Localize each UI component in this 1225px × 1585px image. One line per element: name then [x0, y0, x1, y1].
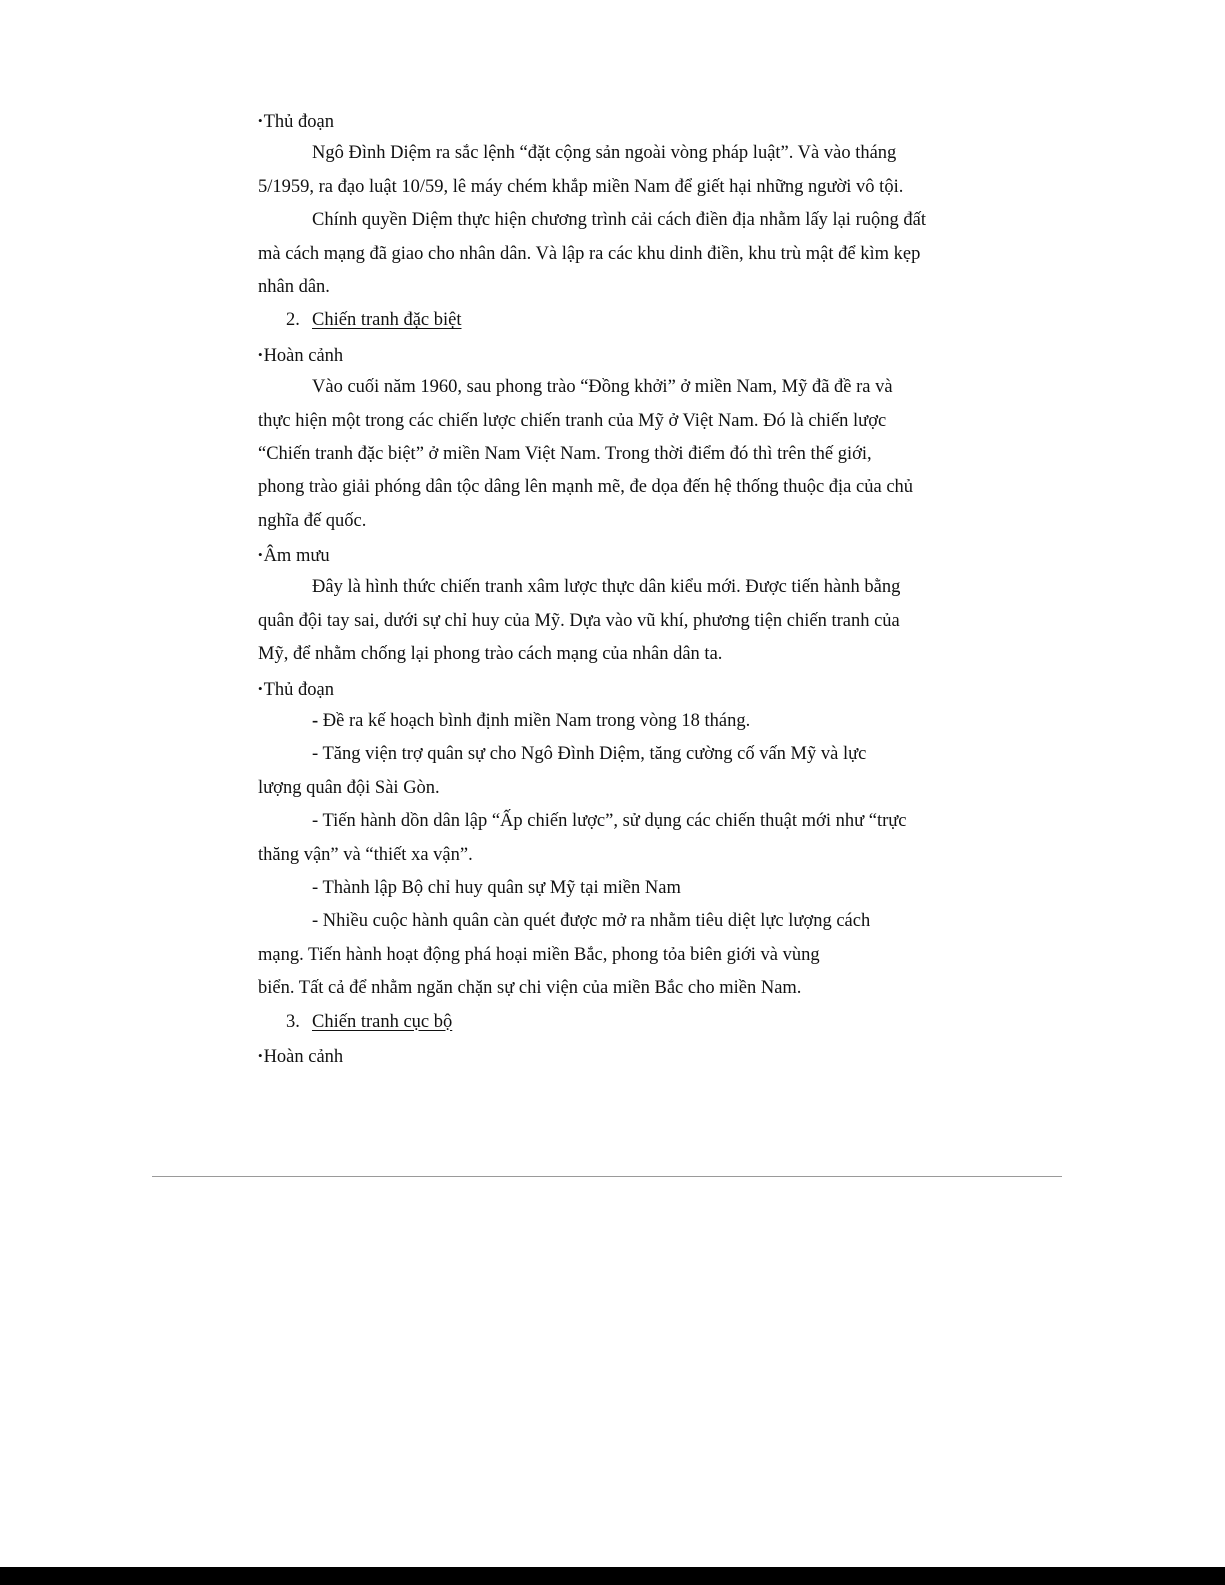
- paragraph-line: [258, 939, 970, 972]
- paragraph-line: [258, 271, 970, 304]
- paragraph-text: Chính quyền Diệm thực hiện chương trình cải cách điền địa nhằm lấy lại ruộng đất: [312, 210, 926, 231]
- paragraph-line: [258, 238, 970, 271]
- paragraph-text: thăng vận” và “thiết xa vận”.: [258, 844, 473, 865]
- paragraph-text: “Chiến tranh đặc biệt” ở miền Nam Việt Nam. Trong thời điểm đó thì trên thế giới,: [258, 443, 872, 464]
- heading-number: 2.: [286, 310, 300, 331]
- bullet-label: Hoàn cảnh: [263, 345, 344, 366]
- page-break-divider: [152, 1176, 1062, 1177]
- paragraph-line: [258, 605, 970, 638]
- section-heading: [258, 1006, 970, 1039]
- bullet-label: Thủ đoạn: [263, 112, 334, 132]
- paragraph-text: lượng quân đội Sài Gòn.: [258, 777, 440, 798]
- bullet-label: Thủ đoạn: [263, 679, 334, 700]
- bullet-item: [258, 338, 970, 371]
- paragraph-line: [258, 805, 970, 838]
- paragraph-text: nghĩa đế quốc.: [258, 510, 367, 531]
- bullet-item: [258, 672, 970, 705]
- paragraph-text: mà cách mạng đã giao cho nhân dân. Và lập ra các khu dinh điền, khu trù mật để kìm kẹp: [258, 243, 921, 264]
- bottom-edge-bar: [0, 1567, 1225, 1585]
- paragraph-line: [258, 505, 970, 538]
- paragraph-line: [258, 571, 970, 604]
- paragraph-line: [258, 371, 970, 404]
- paragraph-text: Đề ra kế hoạch bình định miền Nam trong vòng 18 tháng.: [318, 711, 751, 732]
- section-heading: [258, 304, 970, 337]
- bullet-item: [258, 538, 970, 571]
- paragraph-text: - Nhiều cuộc hành quân càn quét được mở ra nhằm tiêu diệt lực lượng cách: [312, 911, 871, 932]
- paragraph-text: - Thành lập Bộ chỉ huy quân sự Mỹ tại miền Nam: [312, 877, 681, 898]
- paragraph-line: [258, 405, 970, 438]
- bullet-label: Âm mưu: [263, 546, 330, 567]
- paragraph-text: - Tăng viện trợ quân sự cho Ngô Đình Diệm, tăng cường cố vấn Mỹ và lực: [312, 744, 867, 765]
- paragraph-text: Mỹ, để nhằm chống lại phong trào cách mạng của nhân dân ta.: [258, 644, 723, 665]
- paragraph-line: [258, 471, 970, 504]
- bullet-icon: •: [258, 113, 263, 128]
- document-body: [258, 104, 970, 1072]
- bullet-icon: •: [258, 547, 263, 563]
- paragraph-text: biển. Tất cả để nhằm ngăn chặn sự chi viện của miền Bắc cho miền Nam.: [258, 978, 802, 999]
- paragraph-text: Đây là hình thức chiến tranh xâm lược thực dân kiểu mới. Được tiến hành bằng: [312, 577, 901, 598]
- heading-title: Chiến tranh cục bộ: [312, 1011, 453, 1032]
- paragraph-text: quân đội tay sai, dưới sự chỉ huy của Mỹ. Dựa vào vũ khí, phương tiện chiến tranh của: [258, 610, 900, 631]
- paragraph-line: [258, 738, 970, 771]
- paragraph-line: [258, 705, 970, 738]
- paragraph-text: - Tiến hành dồn dân lập “Ấp chiến lược”, sử dụng các chiến thuật mới như “trực: [312, 811, 907, 832]
- paragraph-text: thực hiện một trong các chiến lược chiến tranh của Mỹ ở Việt Nam. Đó là chiến lược: [258, 410, 887, 431]
- paragraph-line: [258, 972, 970, 1005]
- bullet-icon: •: [258, 346, 263, 362]
- paragraph-text: Ngô Đình Diệm ra sắc lệnh “đặt cộng sản ngoài vòng pháp luật”. Và vào tháng: [312, 143, 897, 164]
- bullet-label: Hoàn cảnh: [263, 1046, 344, 1067]
- paragraph-line: [258, 905, 970, 938]
- heading-number: 3.: [286, 1011, 300, 1032]
- bullet-item: [258, 1039, 970, 1072]
- paragraph-line: [258, 638, 970, 671]
- paragraph-line: [258, 137, 970, 170]
- bullet-icon: •: [258, 1047, 263, 1063]
- paragraph-text: phong trào giải phóng dân tộc dâng lên mạnh mẽ, đe dọa đến hệ thống thuộc địa của chủ: [258, 477, 914, 498]
- paragraph-line: [258, 438, 970, 471]
- paragraph-line: [258, 872, 970, 905]
- paragraph-line: [258, 171, 970, 204]
- paragraph-text: mạng. Tiến hành hoạt động phá hoại miền Bắc, phong tỏa biên giới và vùng: [258, 944, 820, 965]
- paragraph-text: Vào cuối năm 1960, sau phong trào “Đồng khởi” ở miền Nam, Mỹ đã đề ra và: [312, 377, 893, 398]
- paragraph-text: nhân dân.: [258, 276, 330, 297]
- bullet-item: [258, 104, 970, 137]
- heading-title: Chiến tranh đặc biệt: [312, 310, 462, 331]
- paragraph-line: [258, 772, 970, 805]
- paragraph-line: [258, 204, 970, 237]
- dash-marker: -: [312, 711, 319, 732]
- paragraph-text: 5/1959, ra đạo luật 10/59, lê máy chém khắp miền Nam để giết hại những người vô tội.: [258, 176, 904, 197]
- bullet-icon: •: [258, 680, 263, 696]
- paragraph-line: [258, 839, 970, 872]
